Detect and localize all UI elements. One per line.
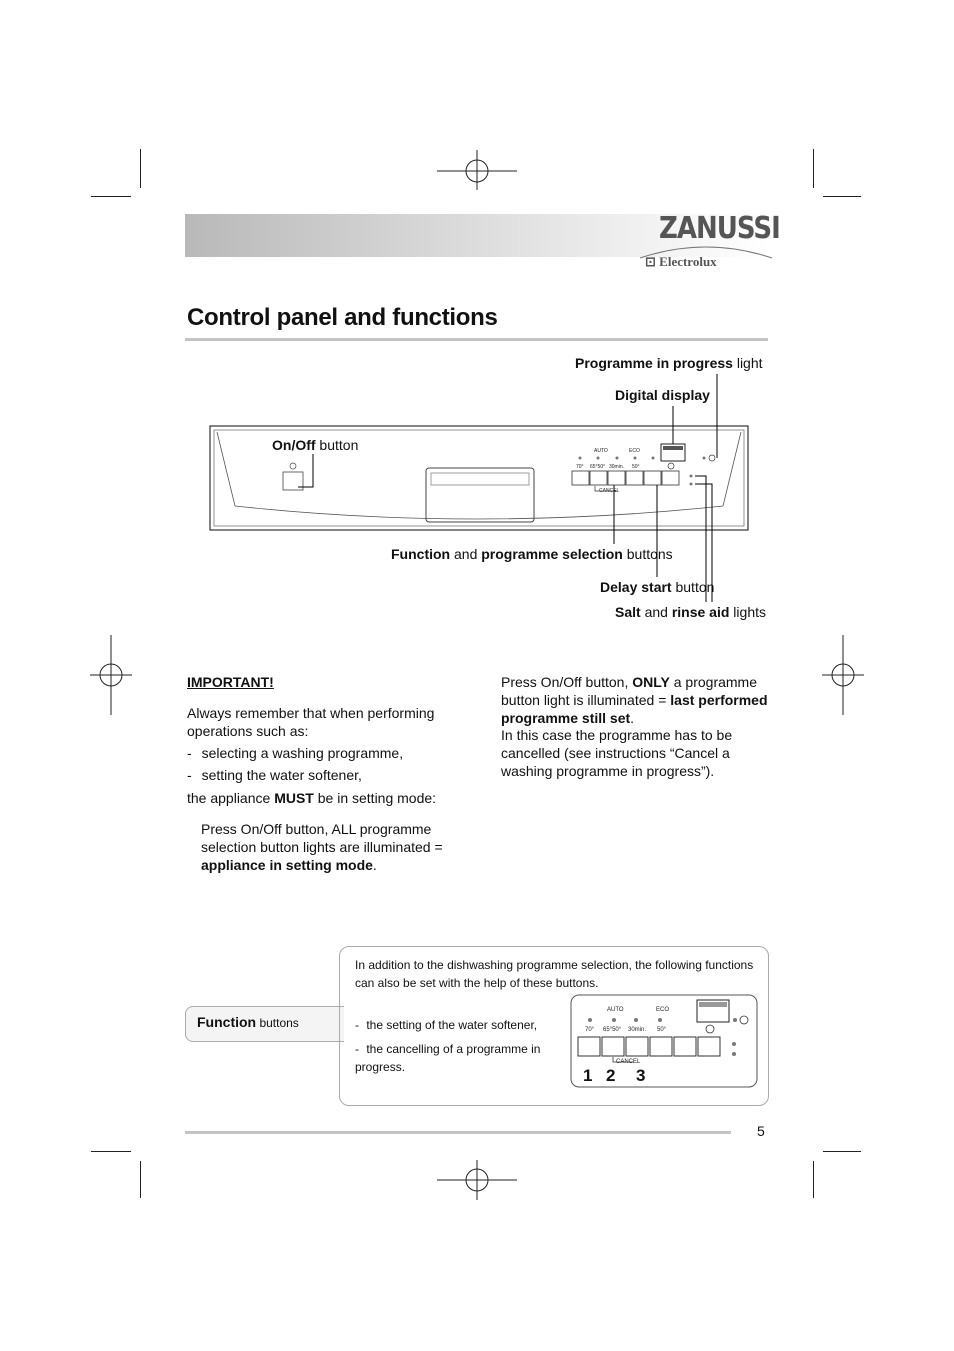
detail-label-50: 50° <box>657 1027 667 1033</box>
registration-mark-left <box>90 635 132 715</box>
label-programme-in-progress: Programme in progress light <box>575 355 763 371</box>
detail-label-cancel: CANCEL <box>616 1059 641 1065</box>
important-item: - setting the water softener, <box>187 767 362 783</box>
label-digital-display: Digital display <box>615 387 710 403</box>
panel-label-auto: AUTO <box>594 448 608 454</box>
panel-label-50: 50° <box>632 464 640 470</box>
function-number-2: 2 <box>606 1066 616 1085</box>
panel-label-65-50: 65°50° <box>590 464 606 470</box>
panel-label-eco: ECO <box>629 448 640 454</box>
last-programme-paragraph: Press On/Off button, ONLY a programme button light is illuminated = last performed programme still set. <box>501 674 768 726</box>
detail-label-65-50: 65°50° <box>603 1027 622 1033</box>
control-panel-diagram <box>205 372 765 612</box>
label-onoff-button: On/Off button <box>272 437 359 453</box>
important-intro: Always remember that when performing operations such as: <box>187 705 435 739</box>
detail-label-auto: AUTO <box>607 1007 624 1013</box>
title-rule <box>185 338 768 341</box>
setting-mode-paragraph: Press On/Off button, ALL programme selection button lights are illuminated = appliance in setting mode. <box>201 821 443 873</box>
function-panel-detail <box>570 994 760 1090</box>
function-tab-label: Function buttons <box>197 1014 299 1030</box>
detail-label-30min: 30min. <box>628 1027 647 1033</box>
footer-rule <box>185 1131 731 1134</box>
page-number: 5 <box>757 1123 765 1139</box>
important-item: - selecting a washing programme, <box>187 745 404 761</box>
panel-label-cancel: CANCEL <box>599 488 620 494</box>
must-line: the appliance MUST be in setting mode: <box>187 790 437 806</box>
label-salt-rinse: Salt and rinse aid lights <box>615 604 766 620</box>
label-delay-start: Delay start button <box>600 579 715 595</box>
function-intro: In addition to the dishwashing programme selection, the following functions can also be set with the help of these buttons. <box>355 958 754 990</box>
registration-mark-right <box>822 635 864 715</box>
page-title: Control panel and functions <box>187 304 498 331</box>
important-heading: IMPORTANT! <box>187 674 274 690</box>
panel-label-30min: 30min. <box>609 464 625 470</box>
function-number-1: 1 <box>583 1066 593 1085</box>
electrolux-logo: ⊡ Electrolux <box>645 254 717 269</box>
label-function-buttons: Function and programme selection buttons <box>391 546 673 562</box>
detail-label-eco: ECO <box>656 1007 670 1013</box>
registration-mark-top <box>437 150 517 196</box>
panel-label-70: 70° <box>576 464 584 470</box>
function-item: - the setting of the water softener, <box>355 1018 538 1032</box>
brand-logo: ZANUSSI <box>659 211 780 247</box>
cancel-paragraph: In this case the programme has to be cancelled (see instructions “Cancel a washing programme in progress”). <box>501 727 733 779</box>
registration-mark-bottom <box>437 1160 517 1206</box>
detail-label-70: 70° <box>585 1027 595 1033</box>
function-item: - the cancelling of a programme in progress. <box>355 1042 541 1074</box>
function-number-3: 3 <box>636 1066 646 1085</box>
